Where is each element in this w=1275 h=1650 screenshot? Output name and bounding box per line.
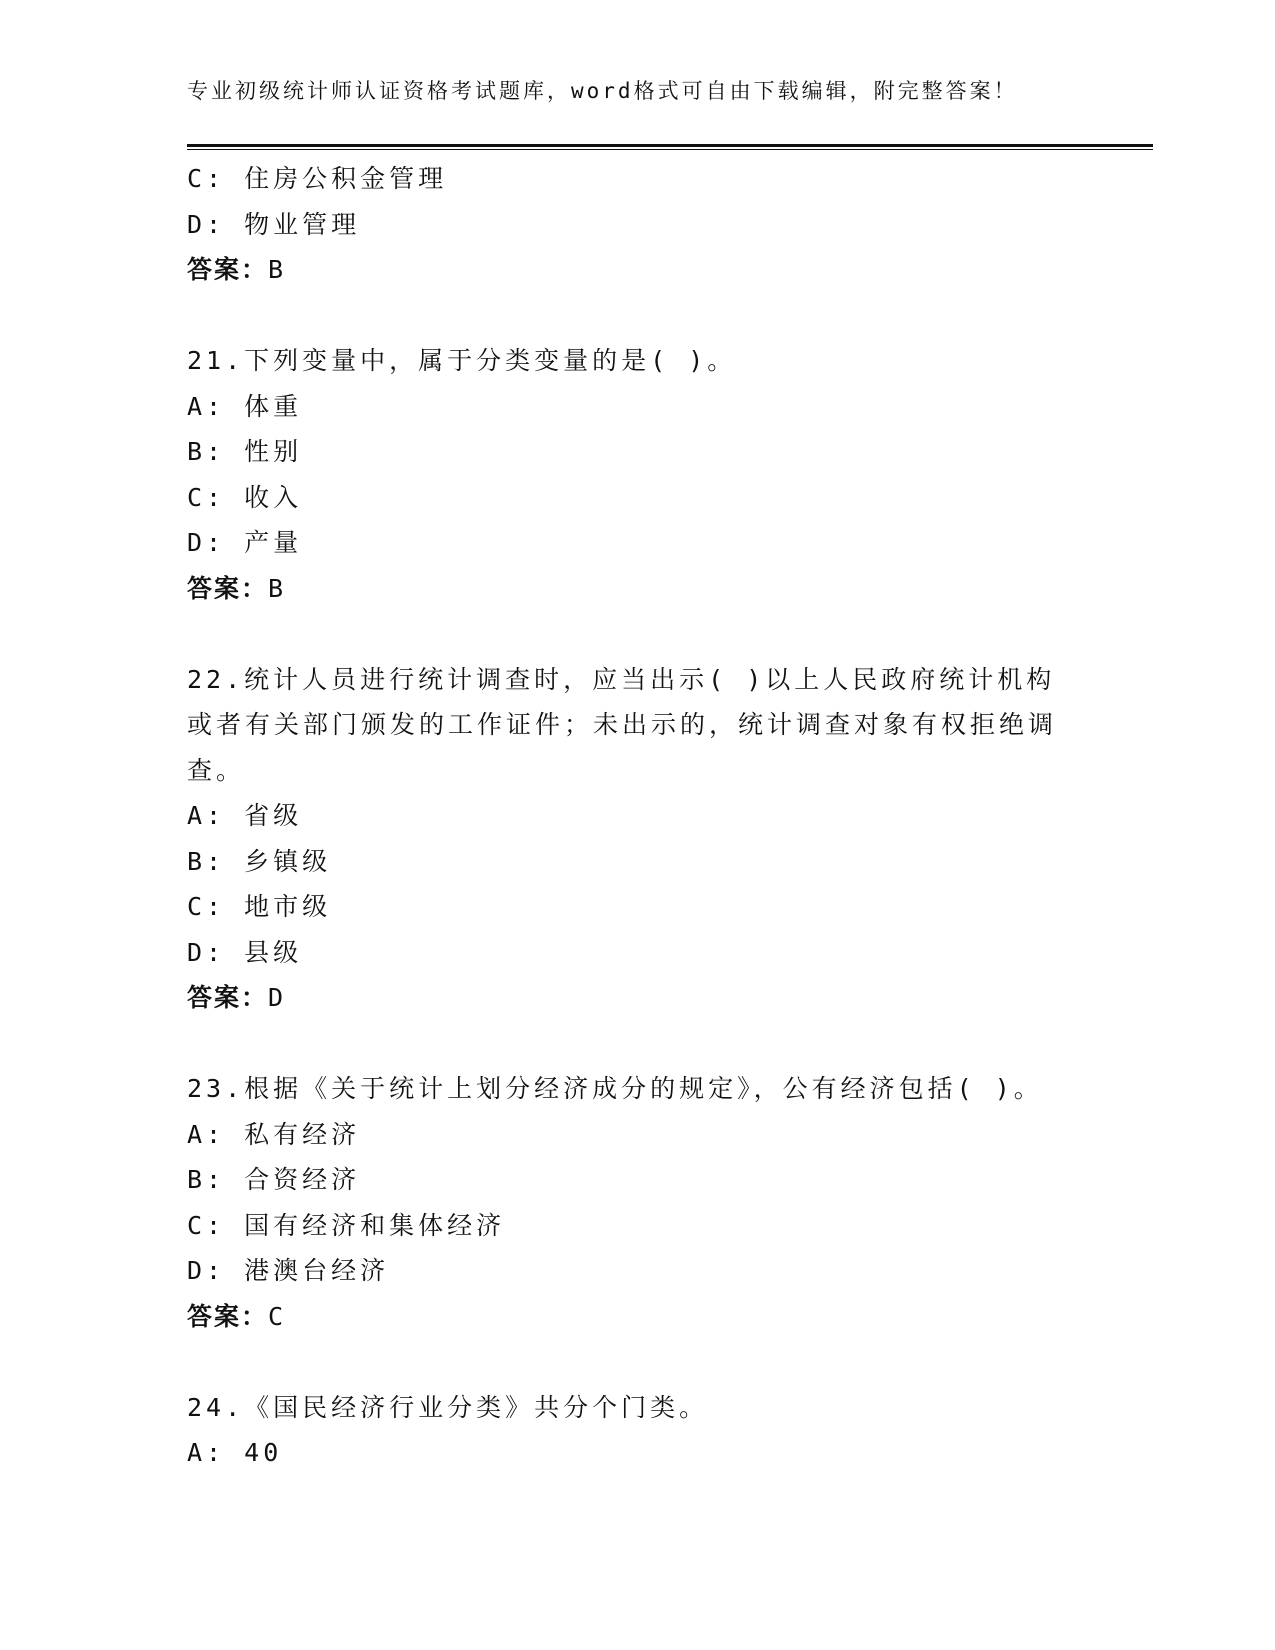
answer-line <box>187 975 1087 1021</box>
option-d <box>187 930 1087 976</box>
option-b <box>187 429 1087 475</box>
option-d <box>187 1248 1087 1294</box>
option-text: 地市级 <box>244 892 332 921</box>
answer-value: D <box>268 983 286 1012</box>
option-b <box>187 839 1087 885</box>
option-text: 乡镇级 <box>244 846 332 876</box>
option-label: D: <box>187 209 226 239</box>
spacer <box>187 1339 1087 1385</box>
option-label: D: <box>187 1256 226 1285</box>
option-text: 国有经济和集体经济 <box>244 1210 506 1240</box>
spacer <box>187 611 1087 657</box>
option-text: 收入 <box>244 482 303 512</box>
answer-value: B <box>268 573 286 603</box>
option-text: 40 <box>244 1438 283 1467</box>
question-24-stem: 24.《国民经济行业分类》共分个门类。 <box>187 1392 709 1422</box>
question-22-stem-line-3: 查。 <box>187 755 246 785</box>
option-label: D: <box>187 937 226 967</box>
option-text: 县级 <box>244 937 303 967</box>
option-label: A: <box>187 1119 226 1149</box>
option-text: 住房公积金管理 <box>244 164 448 193</box>
question-22-stem-line-1: 22.统计人员进行统计调查时，应当出示( )以上人民政府统计机构 <box>187 664 1056 694</box>
option-label: C: <box>187 482 226 512</box>
option-a <box>187 1112 1087 1158</box>
option-text: 港澳台经济 <box>244 1256 390 1285</box>
option-label: B: <box>187 846 226 876</box>
answer-value: B <box>268 255 286 284</box>
answer-label: 答案： <box>187 1301 269 1331</box>
option-c <box>187 1203 1087 1249</box>
answer-label: 答案： <box>187 255 269 284</box>
option-a <box>187 384 1087 430</box>
option-a <box>187 793 1087 839</box>
question-21-stem: 21.下列变量中，属于分类变量的是( )。 <box>187 346 737 375</box>
option-a <box>187 1430 1087 1476</box>
header-rule-thin <box>187 149 1153 150</box>
option-c <box>187 156 1087 202</box>
answer-label: 答案： <box>187 573 269 603</box>
answer-line <box>187 566 1087 612</box>
option-label: A: <box>187 801 226 830</box>
option-text: 体重 <box>244 391 303 421</box>
option-text: 性别 <box>244 437 303 466</box>
option-c <box>187 884 1087 930</box>
option-label: C: <box>187 1210 226 1240</box>
spacer <box>187 293 1087 339</box>
answer-line <box>187 247 1087 293</box>
answer-value: C <box>268 1301 286 1331</box>
option-b <box>187 1157 1087 1203</box>
spacer <box>187 1021 1087 1067</box>
option-label: A: <box>187 1438 226 1467</box>
page-header: 专业初级统计师认证资格考试题库，word格式可自由下载编辑，附完整答案！ <box>187 79 1018 103</box>
answer-label: 答案： <box>187 983 269 1012</box>
option-label: B: <box>187 1165 226 1194</box>
option-text: 合资经济 <box>244 1165 361 1194</box>
option-text: 私有经济 <box>244 1119 361 1149</box>
option-text: 产量 <box>244 528 303 557</box>
question-22-stem-line-2: 或者有关部门颁发的工作证件；未出示的，统计调查对象有权拒绝调 <box>187 710 1058 739</box>
question-23-stem: 23.根据《关于统计上划分经济成分的规定》，公有经济包括( )。 <box>187 1074 1043 1103</box>
header-rule-thick <box>187 144 1153 147</box>
option-label: A: <box>187 391 226 421</box>
option-label: B: <box>187 437 226 466</box>
option-text: 省级 <box>244 801 303 830</box>
option-text: 物业管理 <box>244 209 361 239</box>
answer-line <box>187 1294 1087 1340</box>
option-c <box>187 475 1087 521</box>
option-d <box>187 520 1087 566</box>
question-list <box>187 156 1087 1476</box>
option-label: C: <box>187 164 226 193</box>
option-d <box>187 202 1087 248</box>
option-label: D: <box>187 528 226 557</box>
option-label: C: <box>187 892 226 921</box>
